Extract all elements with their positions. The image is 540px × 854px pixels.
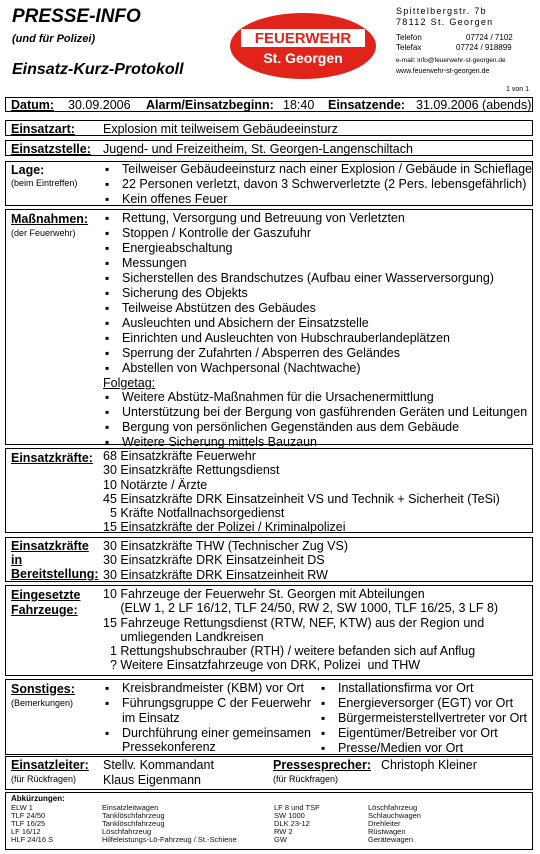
list-item: ▪ Energieabschaltung <box>103 241 494 256</box>
fire-department-logo <box>229 12 377 80</box>
list-item: Gerätewagen <box>368 835 414 845</box>
list-item: 45 Einsatzkräfte DRK Einsatzeinheit VS und Technik + Sicherheit (TeSi) <box>103 491 500 506</box>
vehicles-section <box>5 585 533 676</box>
standby-label-3: Bereitstellung: <box>11 567 99 581</box>
list-item: ▪ Abstellen von Wachpersonal (Nachtwache) <box>103 361 494 376</box>
standby-list <box>103 539 348 582</box>
list-item: 10 Notärzte / Ärzte <box>103 477 208 492</box>
standby-label-2: in <box>11 553 23 567</box>
list-item: ▪ Presse/Medien vor Ort <box>319 741 527 756</box>
list-item: Schlauchwagen <box>368 811 421 821</box>
list-item: Tanklöschfahrzeug <box>102 811 165 821</box>
phone-label: Telefon <box>396 33 422 42</box>
situation-section <box>5 161 533 206</box>
next-day-list <box>103 390 527 450</box>
forces-label: Einsatzkräfte: <box>11 451 93 465</box>
address-line1: Spittelbergstr. 7b <box>396 6 487 16</box>
list-item: TLF 24/50 <box>11 811 46 821</box>
incident-type-label: Einsatzart: <box>11 122 75 136</box>
list-item: Löschfahrzeug <box>102 827 152 837</box>
list-item: Löschfahrzeug <box>368 803 418 812</box>
list-item: LF 8 und TSF <box>274 803 320 812</box>
alarm-label: Alarm/Einsatzbeginn: <box>146 98 274 112</box>
website-link[interactable]: www.feuerwehr-st-georgen.de <box>396 68 490 75</box>
email-link[interactable]: e-mail: info@feuerwehr-st-georgen.de <box>396 57 506 64</box>
abbreviations-col-3 <box>274 804 320 844</box>
list-item: 5 Kräfte Notfallnachsorgedienst <box>103 506 285 521</box>
list-item: ▪ Eigentümer/Betreiber vor Ort <box>319 726 527 741</box>
misc-sublabel: (Bemerkungen) <box>11 698 74 708</box>
document-subtitle: (und für Polizei) <box>12 33 96 45</box>
list-item: Drehleiter <box>368 819 401 829</box>
logo-line2: St. Georgen <box>263 50 343 66</box>
list-item: ▪ Sicherstellen des Brandschutzes (Aufbau einer Wasserversorgung) <box>103 271 494 286</box>
incident-location-label: Einsatzstelle: <box>11 142 91 156</box>
list-item: GW <box>274 835 287 845</box>
misc-left-list-2 <box>103 726 311 741</box>
list-item: Tanklöschfahrzeug <box>102 819 165 829</box>
misc-section <box>5 679 533 755</box>
standby-label-1: Einsatzkräfte <box>11 539 89 553</box>
list-item: ▪ Messungen <box>103 256 494 271</box>
press-officer-sublabel: (für Rückfragen) <box>273 774 339 784</box>
incident-commander-title: Stellv. Kommandant <box>103 758 214 772</box>
list-item: TLF 16/25 <box>11 819 46 829</box>
list-item: ? Weitere Einsatzfahrzeuge von DRK, Polizei und THW <box>103 658 421 673</box>
incident-commander-name: Klaus Eigenmann <box>103 773 201 787</box>
press-officer-label: Pressesprecher: <box>273 758 371 772</box>
list-item: ▪ Ausleuchten und Absichern der Einsatzstelle <box>103 316 494 331</box>
misc-left-continuation-2: Pressekonferenz <box>122 740 216 754</box>
incident-location-section <box>5 140 533 156</box>
abbreviations-label: Abkürzungen: <box>11 794 65 803</box>
list-item: ▪ Energieversorger (EGT) vor Ort <box>319 696 527 711</box>
logo-line1: FEUERWEHR <box>254 30 352 47</box>
forces-section <box>5 448 533 533</box>
abbreviations-col-4 <box>368 804 421 844</box>
list-item: Einsatzleitwagen <box>102 803 159 812</box>
list-item: umliegenden Landkreisen <box>103 629 264 644</box>
list-item: DLK 23-12 <box>274 819 310 829</box>
list-item: (ELW 1, 2 LF 16/12, TLF 24/50, RW 2, SW 1000, TLF 16/25, 3 LF 8) <box>103 601 499 616</box>
list-item: ▪ Unterstützung bei der Bergung von gasführenden Geräten und Leitungen <box>103 405 527 420</box>
list-item: ▪ Stoppen / Kontrolle der Gaszufuhr <box>103 226 494 241</box>
address-line2: 78112 St. Georgen <box>396 17 494 27</box>
situation-label: Lage: <box>11 163 45 177</box>
list-item: 1 Rettungshubschrauber (RTH) / weitere befanden sich auf Anflug <box>103 644 476 659</box>
date-value: 30.09.2006 <box>68 98 131 112</box>
situation-list <box>103 162 532 207</box>
phone-value: 07724 / 7102 <box>466 33 513 42</box>
protocol-title: Einsatz-Kurz-Protokoll <box>12 61 184 78</box>
list-item: ▪ Weitere Sicherung mittels Bauzaun <box>103 435 527 450</box>
press-officer-name: Christoph Kleiner <box>381 758 477 772</box>
date-label: Datum: <box>11 98 55 112</box>
document-title: PRESSE-INFO <box>12 6 141 27</box>
list-item: 68 Einsatzkräfte Feuerwehr <box>103 449 256 463</box>
end-label: Einsatzende: <box>328 98 406 112</box>
list-item: ▪ Rettung, Versorgung und Betreuung von Verletzten <box>103 211 494 226</box>
misc-label: Sonstiges: <box>11 682 75 696</box>
list-item: ELW 1 <box>11 803 33 812</box>
date-section <box>5 97 533 112</box>
list-item: ▪ 22 Personen verletzt, davon 3 Schwerverletzte (2 Pers. lebensgefährlich) <box>103 177 532 192</box>
list-item: 30 Einsatzkräfte DRK Einsatzeinheit DS <box>103 553 325 568</box>
vehicles-label-2: Fahrzeuge: <box>11 603 78 617</box>
alarm-value: 18:40 <box>283 98 315 112</box>
incident-type-section <box>5 120 533 136</box>
list-item: ▪ Teilweise Abstützen des Gebäudes <box>103 301 494 316</box>
list-item: ▪ Weitere Abstütz-Maßnahmen für die Ursachenermittlung <box>103 390 527 405</box>
list-item: Rüstwagen <box>368 827 406 837</box>
list-item: ▪ Durchführung einer gemeinsamen <box>103 726 311 741</box>
abbreviations-col-1 <box>11 804 53 844</box>
fax-label: Telefax <box>396 43 422 52</box>
list-item: 30 Einsatzkräfte THW (Technischer Zug VS) <box>103 539 348 553</box>
measures-section <box>5 209 533 449</box>
abbreviations-section <box>5 792 533 850</box>
list-item: ▪ Sicherung des Objekts <box>103 286 494 301</box>
measures-label: Maßnahmen: <box>11 212 89 226</box>
list-item: 30 Einsatzkräfte DRK Einsatzeinheit RW <box>103 567 328 582</box>
list-item: 15 Fahrzeuge Rettungsdienst (RTW, NEF, KTW) aus der Region und <box>103 615 485 630</box>
misc-left-list <box>103 681 311 711</box>
end-value: 31.09.2006 (abends) <box>416 98 532 112</box>
next-day-label: Folgetag: <box>103 376 156 390</box>
page-number: 1 von 1 <box>506 86 529 93</box>
misc-right-list <box>319 681 527 756</box>
incident-commander-label: Einsatzleiter: <box>11 758 89 772</box>
list-item: ▪ Installationsfirma vor Ort <box>319 681 527 696</box>
forces-list <box>103 449 500 535</box>
situation-sublabel: (beim Eintreffen) <box>11 178 78 188</box>
list-item: 15 Einsatzkräfte der Polizei / Kriminalpolizei <box>103 520 346 535</box>
list-item: HLF 24/16 S <box>11 835 54 845</box>
list-item: ▪ Sperrung der Zufahrten / Absperren des Geländes <box>103 346 494 361</box>
list-item: 30 Einsatzkräfte Rettungsdienst <box>103 463 280 478</box>
list-item: SW 1000 <box>274 811 305 821</box>
list-item: RW 2 <box>274 827 293 837</box>
incident-type-value: Explosion mit teilweisem Gebäudeeinsturz <box>103 122 338 136</box>
fax-value: 07724 / 918899 <box>456 43 512 52</box>
vehicles-label-1: Eingesetzte <box>11 588 81 602</box>
incident-commander-sublabel: (für Rückfragen) <box>11 774 77 784</box>
incident-location-value: Jugend- und Freizeitheim, St. Georgen-Langenschiltach <box>103 142 413 156</box>
list-item: ▪ Führungsgruppe C der Feuerwehr <box>103 696 311 711</box>
abbreviations-col-2 <box>102 804 237 844</box>
list-item: Hilfeleistungs-Lö-Fahrzeug / St.-Schiene <box>102 835 237 845</box>
list-item: ▪ Kreisbrandmeister (KBM) vor Ort <box>103 681 311 696</box>
list-item: ▪ Teilweiser Gebäudeeinsturz nach einer Explosion / Gebäude in Schieflage <box>103 162 532 177</box>
misc-left-continuation-1: im Einsatz <box>122 711 180 725</box>
contacts-section <box>5 756 533 790</box>
measures-list <box>103 211 494 376</box>
list-item: LF 16/12 <box>11 827 41 837</box>
vehicles-list <box>103 587 498 673</box>
list-item: 10 Fahrzeuge der Feuerwehr St. Georgen mit Abteilungen <box>103 587 425 601</box>
list-item: ▪ Kein offenes Feuer <box>103 192 532 207</box>
list-item: ▪ Bürgermeisterstellvertreter vor Ort <box>319 711 527 726</box>
measures-sublabel: (der Feuerwehr) <box>11 228 76 238</box>
standby-section <box>5 537 533 582</box>
list-item: ▪ Bergung von persönlichen Gegenständen aus dem Gebäude <box>103 420 527 435</box>
list-item: ▪ Einrichten und Ausleuchten von Hubschrauberlandeplätzen <box>103 331 494 346</box>
